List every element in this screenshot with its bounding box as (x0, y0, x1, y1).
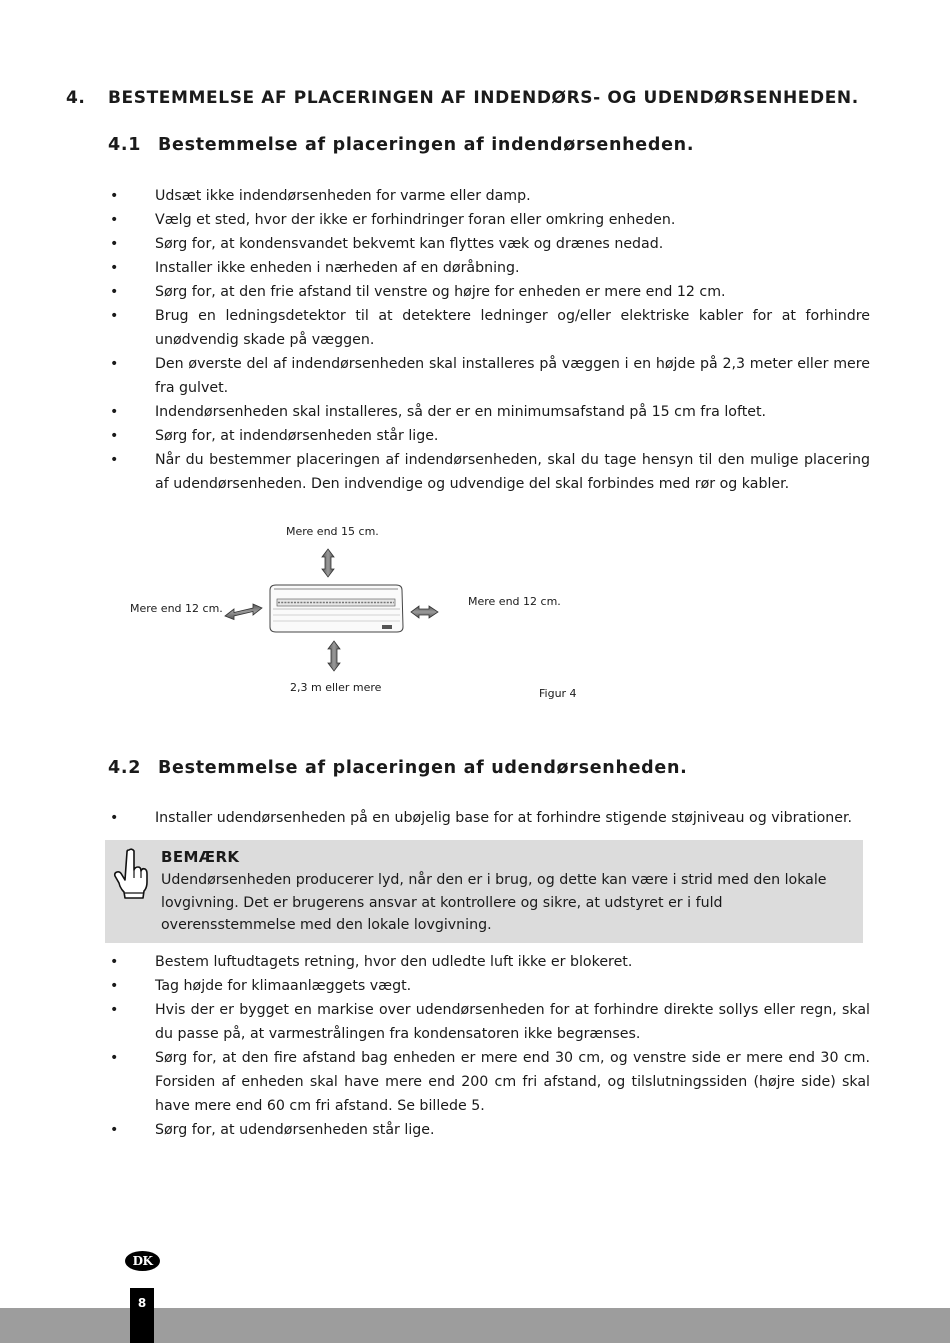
list-item-text: Sørg for, at indendørsenheden står lige. (155, 428, 439, 444)
bullet-mark: • (110, 1002, 119, 1018)
list-item (108, 806, 870, 830)
list-item-text: Vælg et sted, hvor der ikke er forhindringer foran eller omkring enheden. (155, 212, 676, 228)
subsection-title: Bestemmelse af placeringen af udendørsenheden. (158, 758, 688, 778)
list-item (108, 1118, 870, 1142)
list-item (108, 1046, 870, 1118)
bottom-clearance-label: 2,3 m eller mere (290, 681, 382, 694)
list-item-text: Bestem luftudtagets retning, hvor den udledte luft ikke er blokeret. (155, 954, 633, 970)
list-item (108, 950, 870, 974)
list-item (108, 280, 870, 304)
outdoor-placement-list-continued (108, 950, 870, 1142)
subsection-heading-4-1 (108, 135, 868, 155)
list-item (108, 352, 870, 400)
bullet-mark: • (110, 308, 119, 324)
list-item (108, 232, 870, 256)
right-clearance-label: Mere end 12 cm. (468, 595, 561, 608)
list-item-text: Sørg for, at kondensvandet bekvemt kan flyttes væk og drænes nedad. (155, 236, 664, 252)
note-title: BEMÆRK (161, 848, 240, 866)
right-clearance-arrow (411, 606, 438, 618)
bullet-mark: • (110, 212, 119, 228)
page-number-tab (130, 1288, 154, 1343)
pointing-hand-icon (111, 846, 151, 902)
section-heading (66, 88, 926, 108)
list-item-text: Udsæt ikke indendørsenheden for varme eller damp. (155, 188, 531, 204)
bullet-mark: • (110, 284, 119, 300)
indoor-placement-list (108, 184, 870, 496)
list-item-text: Tag højde for klimaanlæggets vægt. (155, 978, 412, 994)
bullet-mark: • (110, 452, 119, 468)
bullet-mark: • (110, 188, 119, 204)
list-item (108, 184, 870, 208)
bullet-mark: • (110, 356, 119, 372)
list-item-text: Når du bestemmer placeringen af indendørsenheden, skal du tage hensyn til den mulige placering af udendørsenheden. Den indvendige og udvendige del skal forbindes med rør og kabler. (155, 452, 870, 492)
list-item-text: Sørg for, at udendørsenheden står lige. (155, 1122, 435, 1138)
list-item-text: Installer ikke enheden i nærheden af en døråbning. (155, 260, 520, 276)
bullet-mark: • (110, 428, 119, 444)
subsection-title: Bestemmelse af placeringen af indendørsenheden. (158, 135, 695, 155)
page-number: 8 (137, 1296, 147, 1310)
subsection-heading-4-2 (108, 758, 868, 778)
figure-4 (120, 515, 600, 710)
note-text: Udendørsenheden producerer lyd, når den er i brug, og dette kan være i strid med den lokale lovgivning. Det er brugerens ansvar at kontrollere og sikre, at udstyret er i fuld overensstemmelse med den lokale lovgivning. (161, 872, 827, 933)
bullet-mark: • (110, 404, 119, 420)
list-item-text: Indendørsenheden skal installeres, så der er en minimumsafstand på 15 cm fra loftet. (155, 404, 767, 420)
indoor-unit-illustration (270, 585, 403, 632)
list-item (108, 998, 870, 1046)
list-item (108, 448, 870, 496)
list-item (108, 424, 870, 448)
bullet-mark: • (110, 260, 119, 276)
list-item (108, 208, 870, 232)
bullet-mark: • (110, 236, 119, 252)
section-title: BESTEMMELSE AF PLACERINGEN AF INDENDØRS- OG UDENDØRSENHEDEN. (108, 88, 859, 108)
figure-caption: Figur 4 (539, 687, 577, 700)
outdoor-placement-list (108, 806, 870, 830)
list-item-text: Sørg for, at den frie afstand til venstre og højre for enheden er mere end 12 cm. (155, 284, 726, 300)
language-badge: DK (125, 1251, 160, 1271)
left-clearance-arrow (225, 604, 262, 620)
bullet-mark: • (110, 810, 119, 826)
note-box (105, 840, 863, 943)
list-item (108, 974, 870, 998)
list-item-text: Brug en ledningsdetektor til at detektere ledninger og/eller elektriske kabler for at forhindre unødvendig skade på væggen. (155, 308, 870, 348)
left-clearance-label: Mere end 12 cm. (130, 602, 223, 615)
bullet-mark: • (110, 978, 119, 994)
list-item-text: Den øverste del af indendørsenheden skal installeres på væggen i en højde på 2,3 meter eller mere fra gulvet. (155, 356, 870, 396)
top-clearance-label: Mere end 15 cm. (286, 525, 379, 538)
bullet-mark: • (110, 954, 119, 970)
list-item-text: Hvis der er bygget en markise over udendørsenheden for at forhindre direkte sollys eller regn, skal du passe på, at varmestrålingen fra kondensatoren ikke begrænses. (155, 1002, 870, 1042)
section-number: 4. (66, 88, 86, 108)
bottom-clearance-arrow (328, 641, 340, 671)
list-item (108, 304, 870, 352)
list-item (108, 256, 870, 280)
top-clearance-arrow (322, 549, 334, 577)
bullet-mark: • (110, 1122, 119, 1138)
list-item-text: Sørg for, at den fire afstand bag enheden er mere end 30 cm, og venstre side er mere end 30 cm. Forsiden af enheden skal have mere end 200 cm fri afstand, og tilslutningssiden (højre side) skal have mere end 60 cm fri afstand. Se billede 5. (155, 1050, 870, 1114)
subsection-number: 4.2 (108, 758, 142, 778)
bullet-mark: • (110, 1050, 119, 1066)
subsection-number: 4.1 (108, 135, 142, 155)
list-item-text: Installer udendørsenheden på en ubøjelig base for at forhindre stigende støjniveau og vibrationer. (155, 810, 853, 826)
list-item (108, 400, 870, 424)
